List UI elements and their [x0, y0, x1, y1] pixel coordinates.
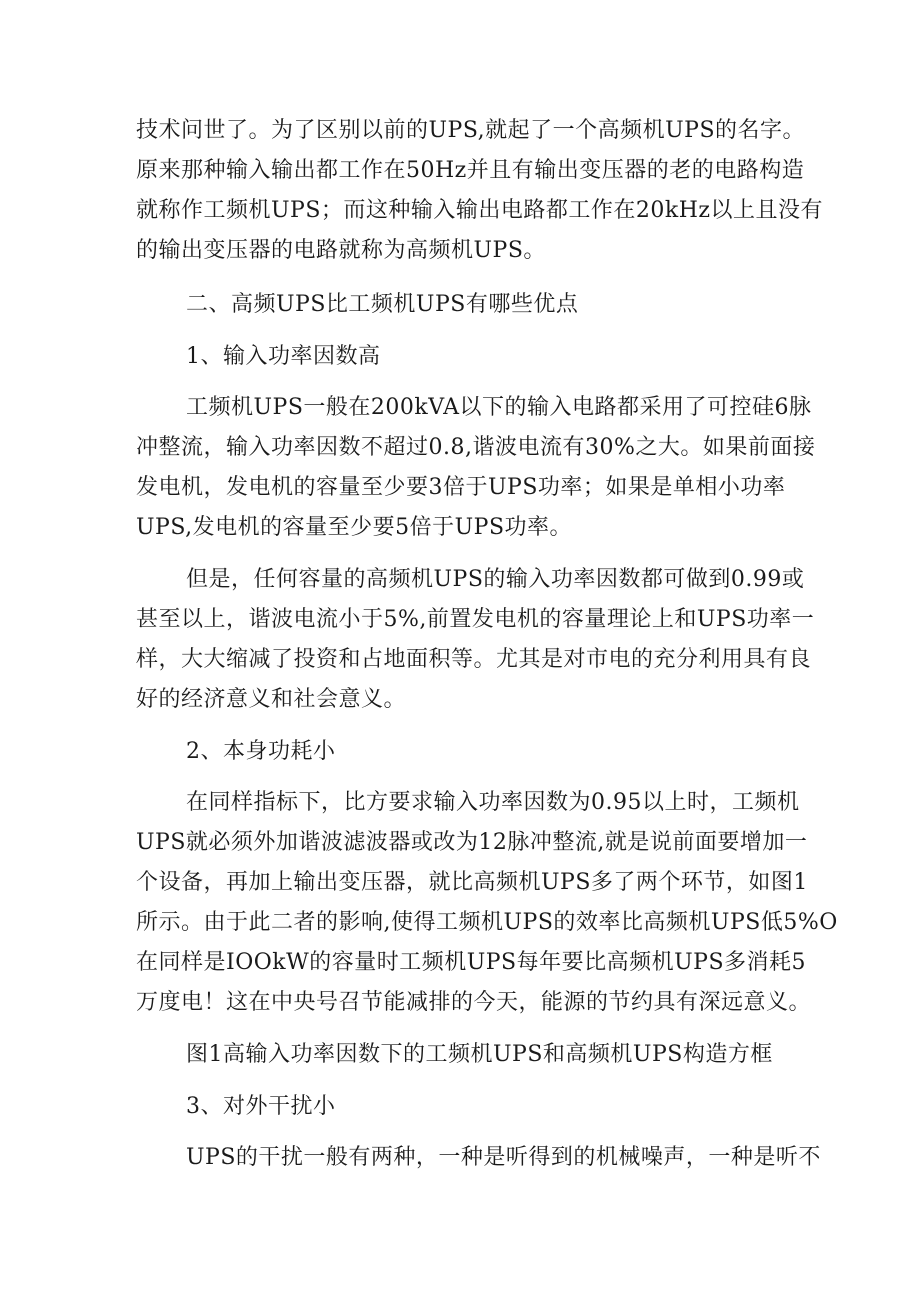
paragraph-line: 原来那种输入输出都工作在50Hz并且有输出变压器的老的电路构造: [136, 158, 805, 183]
paragraph-line: 样，大大缩减了投资和占地面积等。尤其是对市电的充分利用具有良: [136, 647, 812, 672]
paragraph-line: 但是，任何容量的高频机UPS的输入功率因数都可做到0.99或: [186, 567, 805, 592]
paragraph-line: 技术问世了。为了区别以前的UPS,就起了一个高频机UPS的名字。: [136, 118, 806, 143]
paragraph-line: 万度电！这在中央号召节能减排的今天，能源的节约具有深远意义。: [136, 990, 812, 1015]
paragraph-line: UPS就必须外加谐波滤波器或改为12脉冲整流,就是说前面要增加一: [136, 830, 808, 855]
subheading-input-power-factor: 1、输入功率因数高: [186, 344, 381, 369]
paragraph-line: 所示。由于此二者的影响,使得工频机UPS的效率比高频机UPS低5%O: [136, 910, 838, 935]
paragraph-line: 就称作工频机UPS；而这种输入输出电路都工作在20kHz以上且没有: [136, 198, 824, 223]
paragraph-line: 个设备，再加上输出变压器，就比高频机UPS多了两个环节，如图1: [136, 870, 808, 895]
figure-caption: 图1高输入功率因数下的工频机UPS和高频机UPS构造方框: [186, 1042, 773, 1067]
subheading-external-interference: 3、对外干扰小: [186, 1094, 336, 1119]
paragraph-line: 在同样是IOOkW的容量时工频机UPS每年要比高频机UPS多消耗5: [136, 950, 807, 975]
paragraph-line: 工频机UPS一般在200kVA以下的输入电路都采用了可控硅6脉: [186, 395, 812, 420]
paragraph-line: 在同样指标下，比方要求输入功率因数为0.95以上时，工频机: [186, 790, 800, 815]
paragraph-line: 冲整流，输入功率因数不超过0.8,谐波电流有30%之大。如果前面接: [136, 435, 816, 460]
paragraph-line: UPS,发电机的容量至少要5倍于UPS功率。: [136, 515, 573, 540]
paragraph-line: 的输出变压器的电路就称为高频机UPS。: [136, 238, 546, 263]
paragraph-line: 好的经济意义和社会意义。: [136, 687, 407, 712]
paragraph-line: 甚至以上，谐波电流小于5%,前置发电机的容量理论上和UPS功率一: [136, 607, 815, 632]
section-heading: 二、高频UPS比工频机UPS有哪些优点: [186, 292, 579, 317]
subheading-power-consumption: 2、本身功耗小: [186, 739, 336, 764]
paragraph-line: 发电机，发电机的容量至少要3倍于UPS功率；如果是单相小功率: [136, 475, 786, 500]
paragraph-line: UPS的干扰一般有两种，一种是听得到的机械噪声，一种是听不: [186, 1145, 821, 1170]
